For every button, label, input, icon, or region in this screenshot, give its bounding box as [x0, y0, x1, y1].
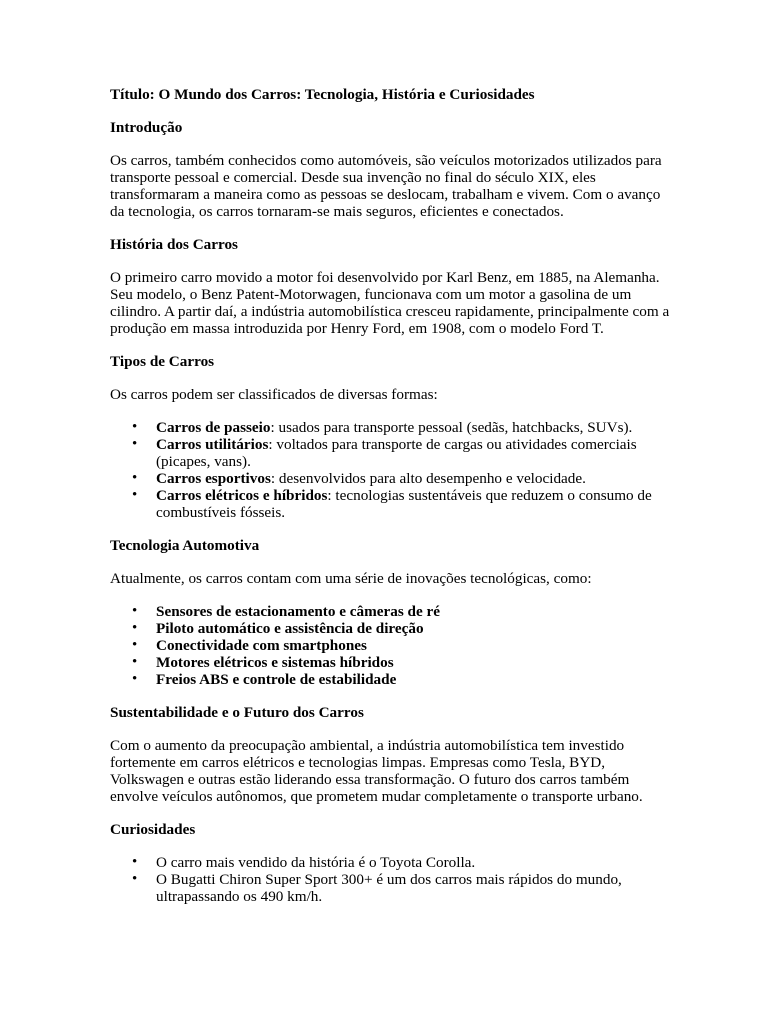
heading-tipos: Tipos de Carros [110, 353, 215, 370]
list-item-term: Carros elétricos e híbridos [156, 487, 328, 504]
paragraph-historia: O primeiro carro movido a motor foi desenvolvido por Karl Benz, em 1885, na Alemanha. Seu modelo, o Benz Patent-Motorwagen, funcionava com um motor a gasolina de um cilindro. A partir daí, a indústria automobilística cresceu rapidamente, principalmente com a produção em massa introduzida por Henry Ford, em 1908, com o modelo Ford T. [110, 269, 670, 337]
list-item-desc: : usados para transporte pessoal (sedãs, hatchbacks, SUVs). [270, 419, 633, 436]
list-item-desc: : tecnologias sustentáveis que reduzem o consumo de combustíveis fósseis. [156, 487, 652, 521]
list-item-term: Carros de passeio [156, 419, 271, 436]
list-item-term: Carros esportivos [156, 470, 271, 487]
list-item [156, 436, 670, 470]
document-title: Título: O Mundo dos Carros: Tecnologia, História e Curiosidades [110, 86, 535, 103]
list-item [156, 620, 670, 637]
heading-curiosidades: Curiosidades [110, 821, 196, 838]
heading-introducao: Introdução [110, 119, 183, 136]
paragraph-introducao: Os carros, também conhecidos como automóveis, são veículos motorizados utilizados para transporte pessoal e comercial. Desde sua invenção no final do século XIX, eles transformaram a maneira como as pessoas se deslocam, trabalham e vivem. Com o avanço da tecnologia, os carros tornaram-se mais seguros, eficientes e conectados. [110, 152, 662, 220]
list-item [156, 654, 670, 671]
list-item [156, 487, 670, 521]
list-item-text: Freios ABS e controle de estabilidade [156, 671, 397, 688]
list-item-desc: : desenvolvidos para alto desempenho e velocidade. [270, 470, 586, 487]
list-curiosidades [110, 854, 670, 905]
list-tipos [110, 419, 670, 521]
document-page [110, 86, 670, 921]
list-item: • O carro mais vendido da história é o Toyota Corolla. [156, 854, 670, 871]
heading-historia: História dos Carros [110, 236, 238, 253]
list-item-desc: : voltados para transporte de cargas ou atividades comerciais (picapes, vans). [156, 436, 637, 470]
list-item [156, 419, 670, 436]
list-item [156, 470, 670, 487]
list-tecnologia [110, 603, 670, 688]
list-item-text: Motores elétricos e sistemas híbridos [156, 654, 394, 671]
list-item-text: Piloto automático e assistência de direção [156, 620, 424, 637]
list-item [156, 603, 670, 620]
heading-sustentabilidade: Sustentabilidade e o Futuro dos Carros [110, 704, 364, 721]
list-item [156, 637, 670, 654]
paragraph-tecnologia: Atualmente, os carros contam com uma série de inovações tecnológicas, como: [110, 570, 592, 587]
list-item-text: Conectividade com smartphones [156, 637, 367, 654]
list-item: • O Bugatti Chiron Super Sport 300+ é um dos carros mais rápidos do mundo, ultrapassando os 490 km/h. [156, 871, 670, 905]
list-item-term: Carros utilitários [156, 436, 269, 453]
paragraph-tipos: Os carros podem ser classificados de diversas formas: [110, 386, 438, 403]
paragraph-sustentabilidade: Com o aumento da preocupação ambiental, a indústria automobilística tem investido fortemente em carros elétricos e tecnologias limpas. Empresas como Tesla, BYD, Volkswagen e outras estão liderando essa transformação. O futuro dos carros também envolve veículos autônomos, que prometem mudar completamente o transporte urbano. [110, 737, 643, 805]
list-item-text: Sensores de estacionamento e câmeras de ré [156, 603, 440, 620]
list-item [156, 671, 670, 688]
heading-tecnologia: Tecnologia Automotiva [110, 537, 260, 554]
